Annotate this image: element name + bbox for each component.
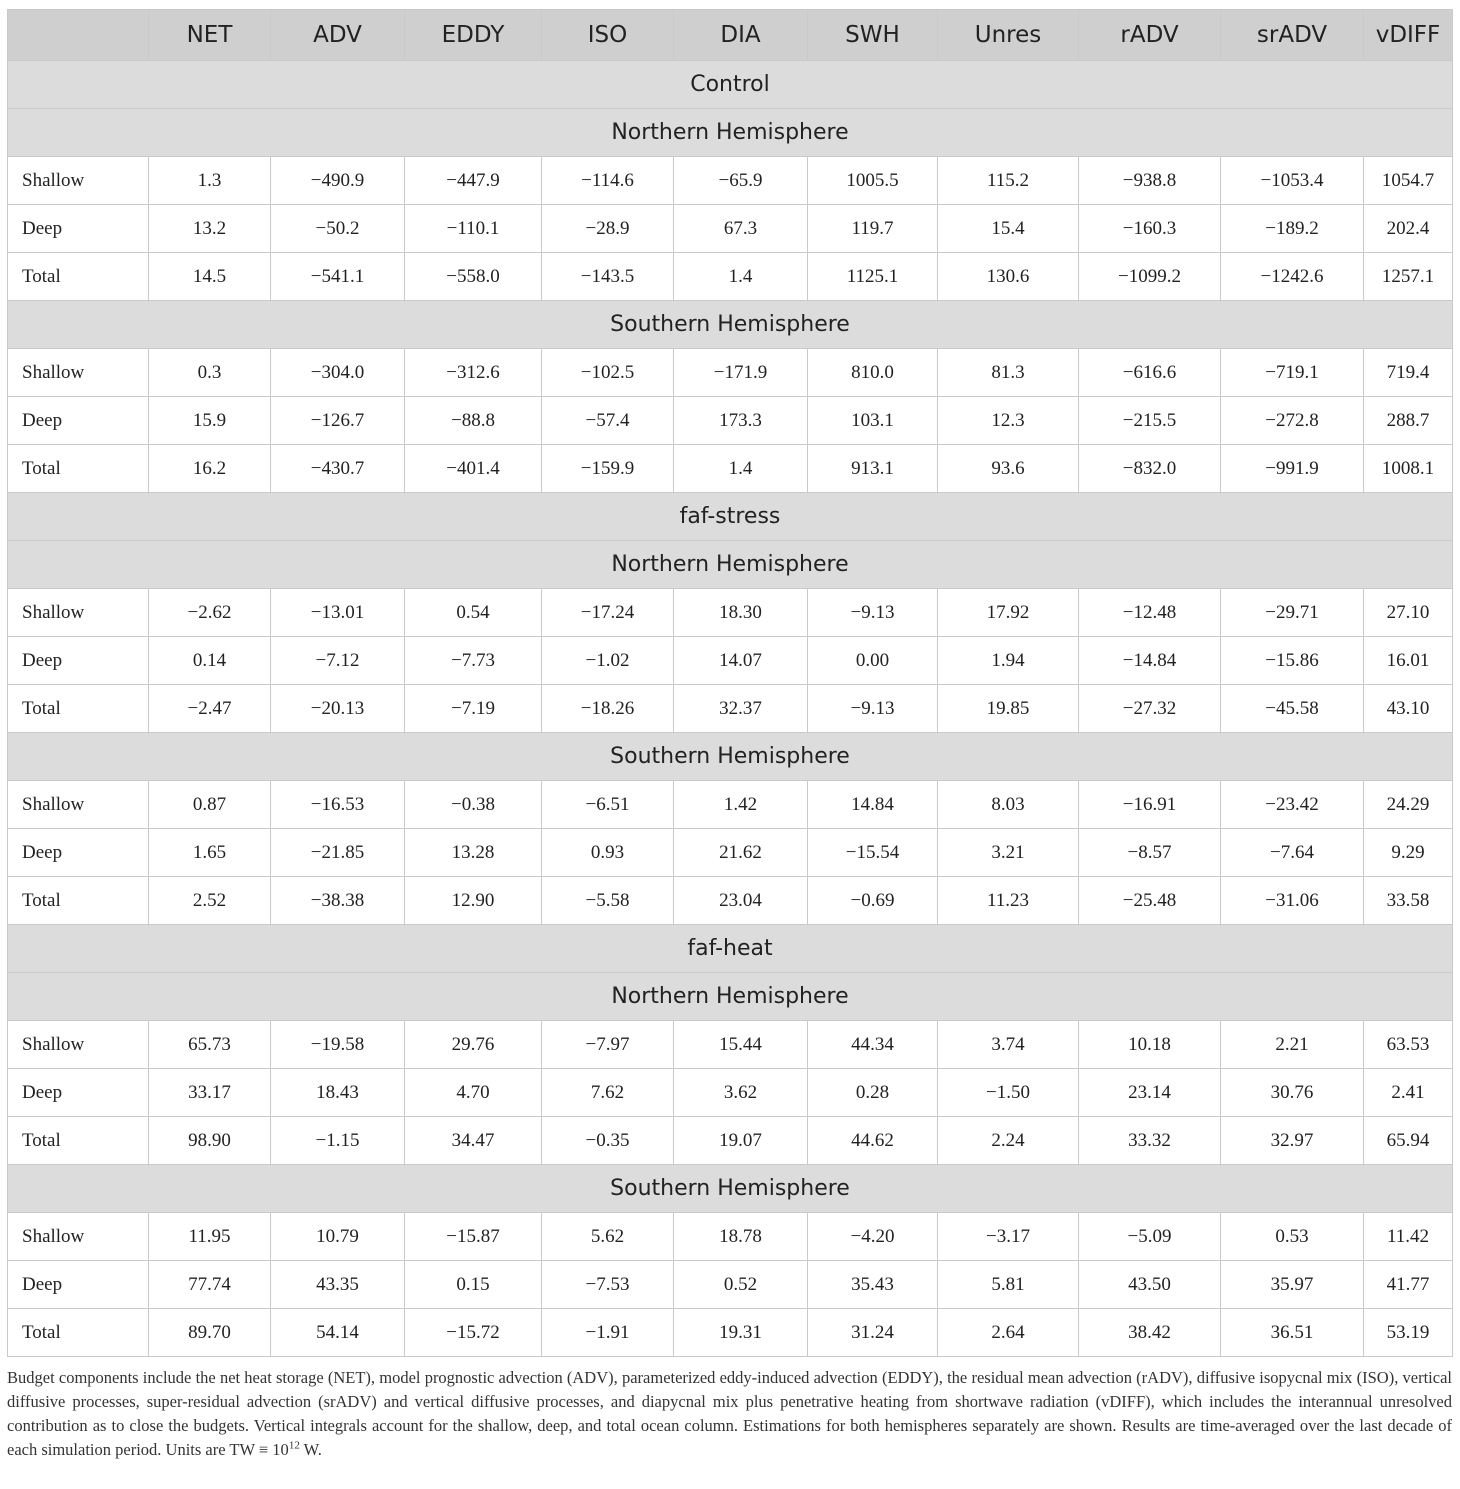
table-cell: −16.91 (1079, 781, 1221, 829)
experiment-row (8, 493, 1453, 541)
table-cell: 11.23 (938, 877, 1079, 925)
table-cell: −14.84 (1079, 637, 1221, 685)
table-cell: 30.76 (1221, 1069, 1364, 1117)
row-label: Total (8, 877, 149, 925)
table-cell: −616.6 (1079, 349, 1221, 397)
table-cell: −114.6 (542, 157, 674, 205)
table-cell: −0.69 (808, 877, 938, 925)
row-label: Deep (8, 205, 149, 253)
caption-text: Budget components include the net heat storage (NET), model prognostic advection (ADV), parameterized eddy-induced advection (EDDY), the residual mean advection (rADV), diffusive isopycnal mix (ISO), vertical diffusive processes, super-residual advection (srADV) and vertical diffusive processes, and diapycnal mix plus penetrative heating from shortwave radiation (vDIFF), which includes the interannual unresolved contribution as to close the budgets. Vertical integrals account for the shallow, deep, and total ocean column. Estimations for both hemispheres separately are shown. Results are time-averaged over the last decade of each simulation period. Units are TW ≡ 10 (7, 1368, 1452, 1459)
row-label: Total (8, 1117, 149, 1165)
table-cell: −45.58 (1221, 685, 1364, 733)
table-cell: −1099.2 (1079, 253, 1221, 301)
table-cell: 2.21 (1221, 1021, 1364, 1069)
table-cell: 43.50 (1079, 1261, 1221, 1309)
table-cell: 15.9 (149, 397, 271, 445)
table-cell: −15.72 (405, 1309, 542, 1357)
table-cell: 18.43 (271, 1069, 405, 1117)
table-cell: 34.47 (405, 1117, 542, 1165)
table-row (8, 205, 1453, 253)
table-cell: −15.87 (405, 1213, 542, 1261)
hemisphere-row (8, 973, 1453, 1021)
row-label: Total (8, 685, 149, 733)
table-cell: 3.21 (938, 829, 1079, 877)
table-cell: 173.3 (674, 397, 808, 445)
table-cell: −7.64 (1221, 829, 1364, 877)
table-cell: −272.8 (1221, 397, 1364, 445)
row-label: Shallow (8, 349, 149, 397)
table-cell: 23.14 (1079, 1069, 1221, 1117)
table-cell: −21.85 (271, 829, 405, 877)
table-cell: 81.3 (938, 349, 1079, 397)
table-cell: 10.79 (271, 1213, 405, 1261)
table-cell: −7.73 (405, 637, 542, 685)
table-cell: 4.70 (405, 1069, 542, 1117)
row-label: Deep (8, 829, 149, 877)
table-cell: −938.8 (1079, 157, 1221, 205)
table-cell: −9.13 (808, 589, 938, 637)
row-label: Total (8, 1309, 149, 1357)
table-row (8, 685, 1453, 733)
table-cell: 43.10 (1364, 685, 1453, 733)
table-cell: −13.01 (271, 589, 405, 637)
column-header-sradv: srADV (1221, 10, 1364, 61)
table-cell: −28.9 (542, 205, 674, 253)
table-cell: 13.2 (149, 205, 271, 253)
table-cell: −189.2 (1221, 205, 1364, 253)
hemisphere-title: Northern Hemisphere (8, 541, 1453, 589)
row-label: Shallow (8, 781, 149, 829)
table-cell: 5.62 (542, 1213, 674, 1261)
table-cell: −3.17 (938, 1213, 1079, 1261)
table-row (8, 781, 1453, 829)
experiment-row (8, 61, 1453, 109)
table-cell: −4.20 (808, 1213, 938, 1261)
table-cell: −304.0 (271, 349, 405, 397)
table-body (8, 61, 1453, 1357)
table-row (8, 1261, 1453, 1309)
table-cell: 0.28 (808, 1069, 938, 1117)
table-cell: −5.09 (1079, 1213, 1221, 1261)
table-cell: 130.6 (938, 253, 1079, 301)
table-cell: −312.6 (405, 349, 542, 397)
table-cell: −126.7 (271, 397, 405, 445)
table-cell: −102.5 (542, 349, 674, 397)
row-label: Shallow (8, 589, 149, 637)
table-cell: 1.42 (674, 781, 808, 829)
table-cell: 2.24 (938, 1117, 1079, 1165)
table-row (8, 1069, 1453, 1117)
row-label: Total (8, 445, 149, 493)
table-cell: 18.30 (674, 589, 808, 637)
hemisphere-row (8, 1165, 1453, 1213)
table-cell: −19.58 (271, 1021, 405, 1069)
column-header-vdiff: vDIFF (1364, 10, 1453, 61)
table-cell: −1.50 (938, 1069, 1079, 1117)
table-cell: 14.84 (808, 781, 938, 829)
table-cell: 36.51 (1221, 1309, 1364, 1357)
table-cell: 7.62 (542, 1069, 674, 1117)
column-header-radv: rADV (1079, 10, 1221, 61)
table-cell: 35.43 (808, 1261, 938, 1309)
table-row (8, 589, 1453, 637)
table-cell: −15.86 (1221, 637, 1364, 685)
table-cell: 1.65 (149, 829, 271, 877)
column-header-eddy: EDDY (405, 10, 542, 61)
table-cell: −9.13 (808, 685, 938, 733)
table-cell: 1.94 (938, 637, 1079, 685)
table-cell: −719.1 (1221, 349, 1364, 397)
table-cell: −447.9 (405, 157, 542, 205)
table-cell: 17.92 (938, 589, 1079, 637)
table-cell: −430.7 (271, 445, 405, 493)
table-cell: 12.90 (405, 877, 542, 925)
table-cell: −16.53 (271, 781, 405, 829)
table-cell: −1053.4 (1221, 157, 1364, 205)
row-label: Shallow (8, 1213, 149, 1261)
row-label: Deep (8, 1069, 149, 1117)
table-cell: 0.53 (1221, 1213, 1364, 1261)
table-row (8, 349, 1453, 397)
table-cell: −12.48 (1079, 589, 1221, 637)
table-cell: −1.91 (542, 1309, 674, 1357)
table-cell: 2.41 (1364, 1069, 1453, 1117)
table-cell: 1257.1 (1364, 253, 1453, 301)
table-cell: −15.54 (808, 829, 938, 877)
table-cell: 11.95 (149, 1213, 271, 1261)
table-cell: 32.97 (1221, 1117, 1364, 1165)
table-cell: 54.14 (271, 1309, 405, 1357)
table-cell: 1054.7 (1364, 157, 1453, 205)
table-cell: 9.29 (1364, 829, 1453, 877)
table-cell: −110.1 (405, 205, 542, 253)
table-cell: 98.90 (149, 1117, 271, 1165)
table-cell: 3.74 (938, 1021, 1079, 1069)
table-row (8, 1021, 1453, 1069)
column-header-swh: SWH (808, 10, 938, 61)
row-label: Shallow (8, 1021, 149, 1069)
experiment-title: faf-stress (8, 493, 1453, 541)
hemisphere-row (8, 301, 1453, 349)
table-cell: 18.78 (674, 1213, 808, 1261)
table-row (8, 1309, 1453, 1357)
table-cell: 19.07 (674, 1117, 808, 1165)
table-cell: 23.04 (674, 877, 808, 925)
table-cell: −160.3 (1079, 205, 1221, 253)
hemisphere-row (8, 733, 1453, 781)
table-cell: −0.35 (542, 1117, 674, 1165)
table-cell: −5.58 (542, 877, 674, 925)
row-label: Shallow (8, 157, 149, 205)
table-cell: −7.97 (542, 1021, 674, 1069)
table-cell: 1.4 (674, 253, 808, 301)
table-row (8, 877, 1453, 925)
table-row (8, 1213, 1453, 1261)
table-cell: −215.5 (1079, 397, 1221, 445)
hemisphere-row (8, 109, 1453, 157)
table-cell: −38.38 (271, 877, 405, 925)
table-cell: −31.06 (1221, 877, 1364, 925)
table-cell: 44.34 (808, 1021, 938, 1069)
table-cell: −8.57 (1079, 829, 1221, 877)
table-cell: 3.62 (674, 1069, 808, 1117)
table-cell: 19.85 (938, 685, 1079, 733)
table-cell: 8.03 (938, 781, 1079, 829)
row-label: Deep (8, 1261, 149, 1309)
table-cell: 288.7 (1364, 397, 1453, 445)
table-cell: −143.5 (542, 253, 674, 301)
table-cell: 15.4 (938, 205, 1079, 253)
table-cell: 41.77 (1364, 1261, 1453, 1309)
column-header-dia: DIA (674, 10, 808, 61)
table-caption (7, 1366, 1452, 1462)
hemisphere-row (8, 541, 1453, 589)
heat-budget-table (7, 9, 1453, 1357)
table-cell: −25.48 (1079, 877, 1221, 925)
caption-tail: W. (299, 1440, 322, 1459)
table-cell: 810.0 (808, 349, 938, 397)
table-row (8, 829, 1453, 877)
experiment-row (8, 925, 1453, 973)
table-cell: 33.58 (1364, 877, 1453, 925)
table-row (8, 253, 1453, 301)
table-cell: −0.38 (405, 781, 542, 829)
table-cell: −7.12 (271, 637, 405, 685)
table-cell: 16.01 (1364, 637, 1453, 685)
table-cell: 15.44 (674, 1021, 808, 1069)
table-cell: 65.73 (149, 1021, 271, 1069)
hemisphere-title: Southern Hemisphere (8, 1165, 1453, 1213)
table-cell: 2.52 (149, 877, 271, 925)
table-cell: 1125.1 (808, 253, 938, 301)
table-cell: 0.52 (674, 1261, 808, 1309)
table-cell: −17.24 (542, 589, 674, 637)
column-header-net: NET (149, 10, 271, 61)
table-cell: 1.3 (149, 157, 271, 205)
table-cell: −401.4 (405, 445, 542, 493)
table-cell: 1.4 (674, 445, 808, 493)
table-cell: 913.1 (808, 445, 938, 493)
table-cell: 65.94 (1364, 1117, 1453, 1165)
table-cell: −1.02 (542, 637, 674, 685)
table-cell: 0.54 (405, 589, 542, 637)
table-cell: 0.3 (149, 349, 271, 397)
table-cell: −65.9 (674, 157, 808, 205)
table-cell: −490.9 (271, 157, 405, 205)
table-cell: 11.42 (1364, 1213, 1453, 1261)
table-cell: 5.81 (938, 1261, 1079, 1309)
table-cell: 0.93 (542, 829, 674, 877)
table-cell: 33.17 (149, 1069, 271, 1117)
table-cell: 103.1 (808, 397, 938, 445)
hemisphere-title: Southern Hemisphere (8, 733, 1453, 781)
table-cell: 14.07 (674, 637, 808, 685)
table-cell: −7.53 (542, 1261, 674, 1309)
table-cell: −2.47 (149, 685, 271, 733)
table-cell: 77.74 (149, 1261, 271, 1309)
table-cell: 13.28 (405, 829, 542, 877)
table-cell: 0.87 (149, 781, 271, 829)
table-cell: −20.13 (271, 685, 405, 733)
table-cell: −991.9 (1221, 445, 1364, 493)
table-cell: 33.32 (1079, 1117, 1221, 1165)
table-cell: 2.64 (938, 1309, 1079, 1357)
table-cell: 12.3 (938, 397, 1079, 445)
table-cell: −57.4 (542, 397, 674, 445)
table-row (8, 1117, 1453, 1165)
table-cell: −7.19 (405, 685, 542, 733)
table-cell: 31.24 (808, 1309, 938, 1357)
table-cell: 1008.1 (1364, 445, 1453, 493)
table-cell: 115.2 (938, 157, 1079, 205)
table-cell: 16.2 (149, 445, 271, 493)
experiment-title: faf-heat (8, 925, 1453, 973)
hemisphere-title: Northern Hemisphere (8, 109, 1453, 157)
table-cell: 44.62 (808, 1117, 938, 1165)
table-cell: 0.15 (405, 1261, 542, 1309)
experiment-title: Control (8, 61, 1453, 109)
table-cell: 27.10 (1364, 589, 1453, 637)
row-label: Total (8, 253, 149, 301)
table-cell: −18.26 (542, 685, 674, 733)
table-cell: −171.9 (674, 349, 808, 397)
table-cell: 202.4 (1364, 205, 1453, 253)
table-cell: 38.42 (1079, 1309, 1221, 1357)
table-cell: −832.0 (1079, 445, 1221, 493)
column-header-blank (8, 10, 149, 61)
column-header-adv: ADV (271, 10, 405, 61)
caption-exponent: 12 (288, 1439, 300, 1452)
table-container (7, 9, 1452, 1462)
table-cell: 10.18 (1079, 1021, 1221, 1069)
column-header-unres: Unres (938, 10, 1079, 61)
table-header-row (8, 10, 1453, 61)
table-cell: 24.29 (1364, 781, 1453, 829)
table-cell: 29.76 (405, 1021, 542, 1069)
table-cell: 719.4 (1364, 349, 1453, 397)
table-cell: 53.19 (1364, 1309, 1453, 1357)
table-cell: −27.32 (1079, 685, 1221, 733)
table-row (8, 445, 1453, 493)
table-cell: 0.00 (808, 637, 938, 685)
table-cell: −541.1 (271, 253, 405, 301)
table-cell: −2.62 (149, 589, 271, 637)
table-row (8, 637, 1453, 685)
table-cell: −29.71 (1221, 589, 1364, 637)
table-cell: 21.62 (674, 829, 808, 877)
hemisphere-title: Southern Hemisphere (8, 301, 1453, 349)
hemisphere-title: Northern Hemisphere (8, 973, 1453, 1021)
row-label: Deep (8, 397, 149, 445)
row-label: Deep (8, 637, 149, 685)
table-cell: −6.51 (542, 781, 674, 829)
table-cell: 63.53 (1364, 1021, 1453, 1069)
table-cell: 67.3 (674, 205, 808, 253)
table-cell: −159.9 (542, 445, 674, 493)
table-cell: 93.6 (938, 445, 1079, 493)
table-cell: 0.14 (149, 637, 271, 685)
table-cell: −1242.6 (1221, 253, 1364, 301)
table-cell: 119.7 (808, 205, 938, 253)
table-cell: 89.70 (149, 1309, 271, 1357)
table-cell: −88.8 (405, 397, 542, 445)
table-cell: −23.42 (1221, 781, 1364, 829)
table-cell: 35.97 (1221, 1261, 1364, 1309)
table-cell: −50.2 (271, 205, 405, 253)
table-cell: 19.31 (674, 1309, 808, 1357)
table-row (8, 397, 1453, 445)
table-cell: 43.35 (271, 1261, 405, 1309)
table-cell: −1.15 (271, 1117, 405, 1165)
table-row (8, 157, 1453, 205)
table-cell: −558.0 (405, 253, 542, 301)
table-cell: 32.37 (674, 685, 808, 733)
column-header-iso: ISO (542, 10, 674, 61)
table-cell: 1005.5 (808, 157, 938, 205)
table-cell: 14.5 (149, 253, 271, 301)
